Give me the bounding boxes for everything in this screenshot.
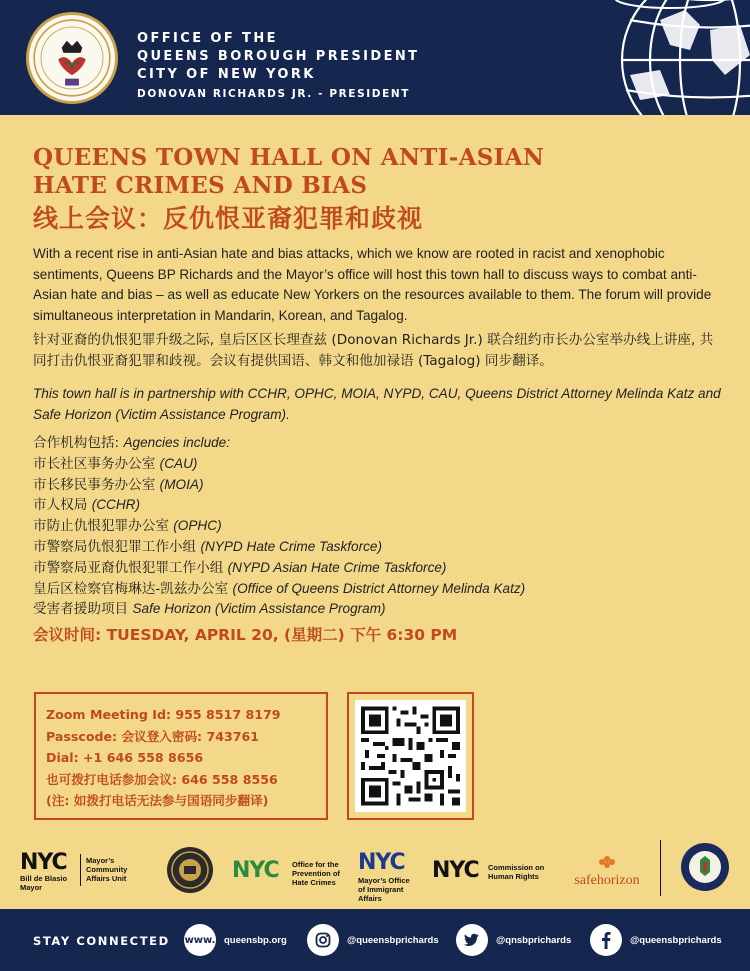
zoom-info-box: [34, 692, 328, 820]
list-item: 皇后区检察官梅琳达-凯兹办公室 (Office of Queens District Attorney Melinda Katz): [33, 580, 526, 597]
nyc-wordmark: NYC: [20, 850, 67, 875]
event-title-line-1: QUEENS TOWN HALL ON ANTI-ASIAN: [33, 144, 545, 171]
instagram-link[interactable]: [307, 924, 439, 956]
list-item: 市长移民事务办公室 (MOIA): [33, 476, 204, 493]
instagram-icon: [307, 924, 339, 956]
event-title-line-2: HATE CRIMES AND BIAS: [33, 172, 368, 199]
cau-logo: Mayor’s Community Affairs Unit: [86, 856, 128, 883]
borough-seal-icon: [26, 12, 118, 104]
event-title: [33, 144, 723, 200]
logo-divider: [660, 840, 661, 896]
office-name: [137, 30, 419, 103]
office-line-1: OFFICE OF THE: [137, 31, 278, 46]
intro-chinese: 针对亚裔的仇恨犯罪升级之际, 皇后区区长理查兹 (Donovan Richards Jr.) 联合纽约市长办公室举办线上讲座, 共同打击仇恨亚裔犯罪和歧视。会议有提供国语、韩文和他加禄语 (Tagalog) 同步翻译。: [33, 332, 714, 369]
header-divider: [0, 115, 750, 119]
moia-logo: [358, 852, 418, 903]
zoom-meeting-id[interactable]: Zoom Meeting Id: 955 8517 8179: [46, 707, 281, 722]
header-banner: [0, 0, 750, 115]
list-item: 市警察局仇恨犯罪工作小组 (NYPD Hate Crime Taskforce): [33, 538, 382, 555]
facebook-link[interactable]: [590, 924, 722, 956]
twitter-link[interactable]: [456, 924, 571, 956]
qr-code-icon: [355, 700, 466, 812]
list-item: 市防止仇恨犯罪办公室 (OPHC): [33, 518, 222, 535]
office-line-3: CITY OF NEW YORK: [137, 67, 316, 82]
stay-connected-label: STAY CONNECTED: [33, 934, 170, 948]
partner-logos: [0, 840, 750, 908]
office-line-2: QUEENS BOROUGH PRESIDENT: [137, 49, 420, 64]
safe-horizon-logo: [566, 854, 648, 889]
zoom-passcode: Passcode: 会议登入密码: 743761: [46, 728, 260, 744]
website-link[interactable]: [184, 924, 287, 956]
twitter-icon: [456, 924, 488, 956]
ophc-logo: [232, 860, 279, 882]
ophc-name: Office for the Prevention of Hate Crimes: [292, 860, 340, 887]
president-name: DONOVAN RICHARDS JR. - PRESIDENT: [137, 88, 410, 100]
instagram-handle: @queensbprichards: [347, 934, 439, 946]
mayor-title: Mayor: [20, 883, 43, 892]
main-content: [33, 144, 723, 646]
twitter-handle: @qnsbprichards: [496, 934, 572, 946]
agency-list: [33, 433, 723, 620]
nyc-wordmark: NYC: [358, 850, 405, 875]
nyc-wordmark: NYC: [432, 858, 479, 883]
district-attorney-seal-icon: [680, 842, 730, 892]
logo-divider: [80, 854, 81, 886]
list-item: 合作机构包括: Agencies include:: [33, 435, 231, 451]
event-title-chinese: 线上会议：反仇恨亚裔犯罪和歧视: [33, 204, 424, 233]
safe-horizon-name: safehorizon: [574, 873, 640, 888]
list-item: 市人权局 (CCHR): [33, 497, 141, 514]
zoom-note: (注: 如拨打电话无法参与国语同步翻译): [46, 793, 269, 808]
unisphere-globe-icon: [600, 0, 750, 115]
zoom-phone-alt[interactable]: 也可拨打电话参加会议: 646 558 8556: [46, 771, 278, 787]
list-item: 受害者援助项目 Safe Horizon (Victim Assistance Program): [33, 601, 386, 618]
cchr-logo: [432, 860, 479, 882]
web-icon: www.: [184, 924, 216, 956]
partnership-note: This town hall is in partnership with CCHR, OPHC, MOIA, NYPD, CAU, Queens District Attorney Melinda Katz and Safe Horizon (Victim Assistance Program).: [33, 386, 721, 422]
moia-name: Mayor’s Office of Immigrant Affairs: [358, 876, 410, 903]
website-text: queensbp.org: [224, 934, 287, 946]
cchr-name: Commission on Human Rights: [488, 863, 545, 881]
nyc-mayor-logo: [20, 852, 67, 892]
nypd-seal-icon: [166, 846, 214, 894]
zoom-dial[interactable]: Dial: +1 646 558 8656: [46, 750, 204, 765]
facebook-handle: @queensbprichards: [630, 934, 722, 946]
list-item: 市长社区事务办公室 (CAU): [33, 455, 198, 472]
nyc-wordmark: NYC: [232, 858, 279, 883]
mayor-name: Bill de Blasio: [20, 874, 68, 883]
list-item: 市警察局亚裔仇恨犯罪工作小组 (NYPD Asian Hate Crime Taskforce): [33, 559, 447, 576]
meeting-time: 会议时间: TUESDAY, APRIL 20, (星期二) 下午 6:30 PM: [33, 626, 458, 645]
intro-english: With a recent rise in anti-Asian hate and bias attacks, which we know are rooted in racist and xenophobic sentiments, Queens BP Richards and the Mayor’s office will host this town hall to discuss ways to combat anti-Asian hate and bias – as well as educate New Yorkers on the resources available to them. The forum will provide simultaneous interpretation in Mandarin, Korean, and Tagalog.: [33, 246, 712, 323]
district-attorney-label: [730, 842, 731, 843]
facebook-icon: [590, 924, 622, 956]
footer: [0, 909, 750, 971]
safe-horizon-flower-icon: [566, 854, 648, 873]
qr-code[interactable]: [347, 692, 474, 820]
